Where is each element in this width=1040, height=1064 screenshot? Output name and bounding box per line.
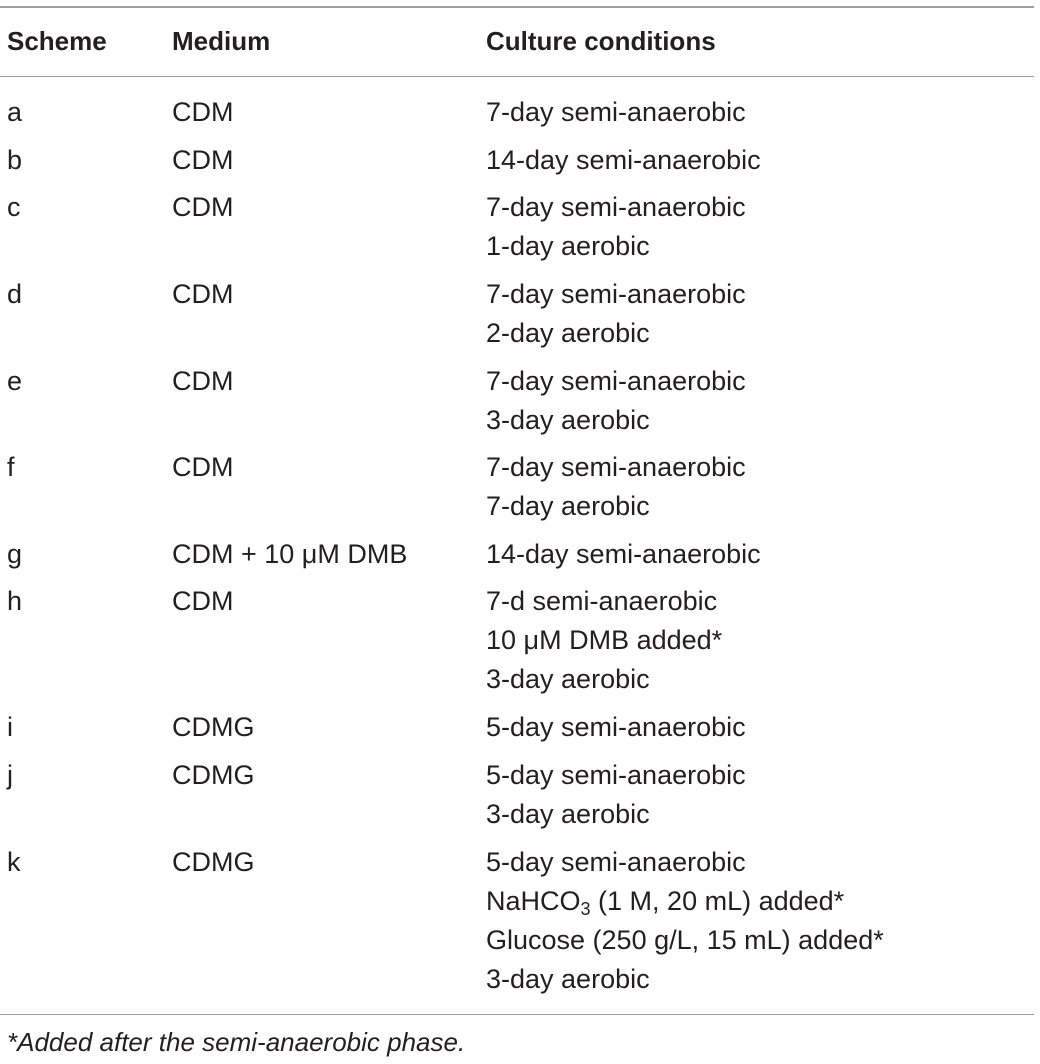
row-g-scheme: g: [7, 539, 23, 569]
condition-line: 7-d semi-anaerobic: [486, 586, 718, 616]
row-a-scheme: a: [7, 97, 23, 127]
table-bottom-rule: [0, 1014, 1034, 1015]
condition-line: 14-day semi-anaerobic: [486, 145, 761, 175]
row-c-conditions: [486, 188, 746, 266]
row-i-scheme: i: [7, 712, 13, 742]
condition-line: 7-day semi-anaerobic: [486, 192, 746, 222]
row-b-medium: CDM: [172, 145, 234, 175]
condition-line: Glucose (250 g/L, 15 mL) added*: [486, 925, 884, 955]
row-e-conditions: [486, 362, 746, 440]
condition-line: 14-day semi-anaerobic: [486, 539, 761, 569]
condition-line: 5-day semi-anaerobic: [486, 847, 746, 877]
condition-line: 5-day semi-anaerobic: [486, 760, 746, 790]
row-c-medium: CDM: [172, 192, 234, 222]
table-top-rule: [0, 6, 1034, 8]
condition-line: 1-day aerobic: [486, 231, 650, 261]
condition-line: 3-day aerobic: [486, 405, 650, 435]
condition-line: 7-day semi-anaerobic: [486, 97, 746, 127]
row-a-medium: CDM: [172, 97, 234, 127]
condition-line: 7-day semi-anaerobic: [486, 452, 746, 482]
row-b-scheme: b: [7, 145, 23, 175]
row-f-medium: CDM: [172, 452, 234, 482]
condition-line: 7-day aerobic: [486, 491, 650, 521]
row-g-medium: CDM + 10 μM DMB: [172, 539, 408, 569]
condition-line: 3-day aerobic: [486, 799, 650, 829]
row-f-scheme: f: [7, 452, 15, 482]
row-j-scheme: j: [7, 760, 13, 790]
row-i-conditions: [486, 708, 746, 747]
row-k-scheme: k: [7, 847, 21, 877]
condition-line: 7-day semi-anaerobic: [486, 366, 746, 396]
condition-line: 3-day aerobic: [486, 664, 650, 694]
condition-line-nahco3: [486, 882, 884, 921]
row-e-medium: CDM: [172, 366, 234, 396]
condition-line: 2-day aerobic: [486, 318, 650, 348]
condition-line: 5-day semi-anaerobic: [486, 712, 746, 742]
nahco3-detail: (1 M, 20 mL) added*: [598, 886, 845, 916]
row-d-conditions: [486, 275, 746, 353]
row-b-conditions: [486, 141, 761, 180]
row-h-medium: CDM: [172, 586, 234, 616]
row-d-medium: CDM: [172, 279, 234, 309]
row-j-conditions: [486, 756, 746, 834]
row-g-conditions: [486, 535, 761, 574]
row-d-scheme: d: [7, 279, 23, 309]
condition-line: 7-day semi-anaerobic: [486, 279, 746, 309]
row-f-conditions: [486, 448, 746, 526]
header-scheme: Scheme: [7, 26, 107, 56]
row-c-scheme: c: [7, 192, 21, 222]
row-i-medium: CDMG: [172, 712, 255, 742]
condition-line: 10 μM DMB added*: [486, 625, 723, 655]
row-a-conditions: [486, 93, 746, 132]
row-e-scheme: e: [7, 366, 23, 396]
table-footnote: *Added after the semi-anaerobic phase.: [7, 1027, 466, 1057]
row-h-scheme: h: [7, 586, 23, 616]
row-k-medium: CDMG: [172, 847, 255, 877]
row-j-medium: CDMG: [172, 760, 255, 790]
condition-line: 3-day aerobic: [486, 964, 650, 994]
header-culture-conditions: Culture conditions: [486, 26, 716, 56]
row-h-conditions: [486, 582, 722, 699]
header-rule: [0, 76, 1034, 77]
row-k-conditions: [486, 843, 884, 999]
nahco3-subscript: 3: [580, 899, 591, 919]
header-medium: Medium: [172, 26, 271, 56]
nahco3-formula: NaHCO: [486, 886, 581, 916]
